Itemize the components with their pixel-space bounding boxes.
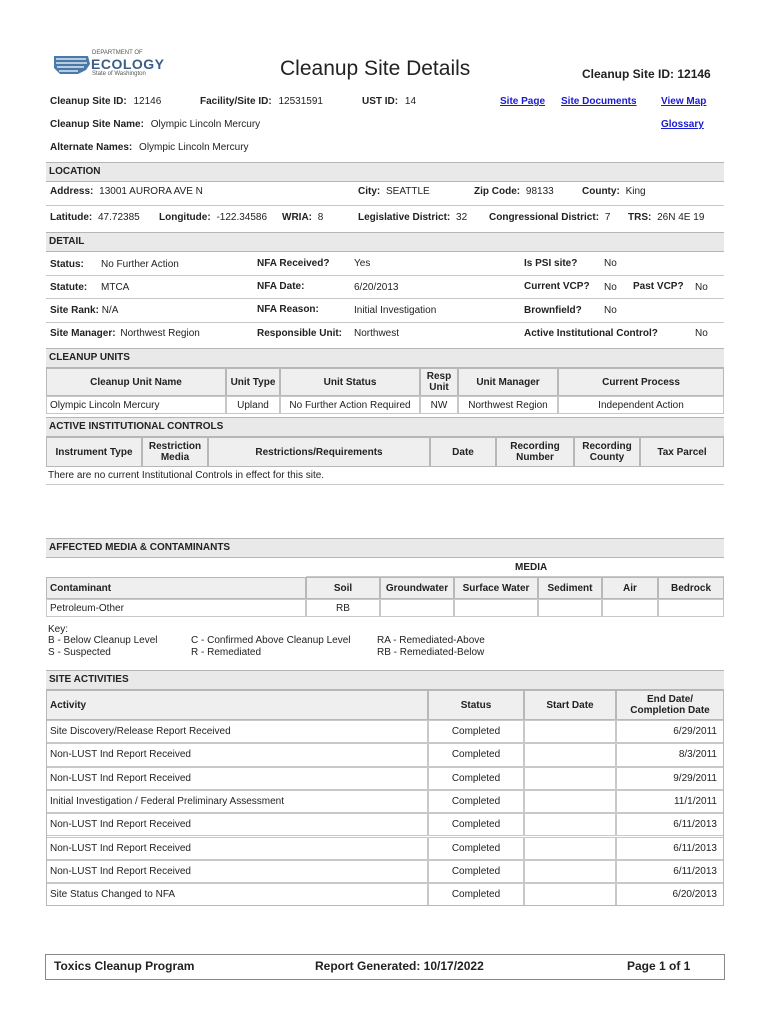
current-vcp-label: Current VCP? (524, 281, 590, 292)
media-section-header (46, 538, 724, 558)
activities-section-title: SITE ACTIVITIES (49, 674, 129, 685)
zip-label: Zip Code: (474, 186, 521, 197)
controls-section-header (46, 417, 724, 437)
logo-department: DEPARTMENT OF (92, 50, 143, 56)
footer-page: Page 1 of 1 (627, 959, 691, 973)
activity-cell-end-date: 6/11/2013 (616, 813, 724, 836)
site-name (50, 119, 260, 130)
congressional-label: Congressional District: (489, 212, 600, 223)
summary-row-1 (50, 96, 161, 107)
statute-label: Statute: (50, 282, 88, 293)
cleanup-site-id-label: Cleanup Site ID: (50, 96, 127, 107)
nfa-reason-label: NFA Reason: (257, 304, 319, 315)
site-rank (50, 305, 118, 316)
act-header-status: Status (428, 690, 524, 720)
activity-cell-activity: Non-LUST Ind Report Received (46, 767, 428, 790)
activity-cell-status: Completed (428, 743, 524, 766)
cu-cell-type: Upland (226, 396, 280, 414)
site-rank-value: N/A (101, 305, 119, 316)
logo-name: ECOLOGY (91, 56, 165, 72)
activity-cell-status: Completed (428, 837, 524, 860)
media-cell-air (602, 599, 658, 617)
logo-state: State of Washington (92, 71, 146, 77)
ic-header-recording-county: Recording County (574, 437, 640, 467)
media-cell-sediment (538, 599, 602, 617)
aic-value: No (695, 328, 708, 339)
activity-cell-activity: Site Status Changed to NFA (46, 883, 428, 906)
nfa-date-label: NFA Date: (257, 281, 305, 292)
longitude-label: Longitude: (159, 212, 211, 223)
nfa-date-value: 6/20/2013 (354, 282, 399, 293)
glossary-link[interactable]: Glossary (661, 119, 704, 130)
site-rank-label: Site Rank: (50, 305, 99, 316)
alternate-names (50, 142, 249, 153)
detail-section-header (46, 232, 724, 252)
status-label: Status: (50, 259, 84, 270)
legislative-district (358, 212, 467, 223)
zip-value: 98133 (525, 186, 554, 197)
nfa-received-label: NFA Received? (257, 258, 330, 269)
media-header-bedrock: Bedrock (658, 577, 724, 599)
past-vcp-value: No (695, 282, 708, 293)
media-header-air: Air (602, 577, 658, 599)
latitude (50, 212, 140, 223)
cleanup-site-id-value: 12146 (133, 96, 162, 107)
current-vcp-value: No (604, 282, 617, 293)
county-value: King (625, 186, 646, 197)
media-header-soil: Soil (306, 577, 380, 599)
media-header-contaminant: Contaminant (46, 577, 306, 599)
legislative-value: 32 (456, 212, 468, 223)
trs (628, 212, 704, 223)
view-map-link[interactable]: View Map (661, 96, 707, 107)
act-header-activity: Activity (46, 690, 428, 720)
congressional-value: 7 (604, 212, 611, 223)
latitude-label: Latitude: (50, 212, 93, 223)
facility-id-value: 12531591 (278, 96, 323, 107)
footer-program: Toxics Cleanup Program (54, 959, 195, 973)
ic-header-media: Restriction Media (142, 437, 208, 467)
site-manager (50, 328, 200, 339)
cu-cell-status: No Further Action Required (280, 396, 420, 414)
activity-cell-activity: Non-LUST Ind Report Received (46, 837, 428, 860)
ust-id-label: UST ID: (362, 96, 399, 107)
media-cell-groundwater (380, 599, 454, 617)
psi-value: No (604, 258, 617, 269)
ic-header-instrument: Instrument Type (46, 437, 142, 467)
header-site-id: Cleanup Site ID: 12146 (582, 67, 711, 81)
key-b: B - Below Cleanup Level (48, 635, 158, 646)
cu-cell-resp: NW (420, 396, 458, 414)
city-value: SEATTLE (386, 186, 430, 197)
activities-table-border (46, 690, 724, 906)
nfa-reason-value: Initial Investigation (354, 305, 437, 316)
county (582, 186, 646, 197)
media-header-surface-water: Surface Water (454, 577, 538, 599)
responsible-unit-label: Responsible Unit: (257, 328, 343, 339)
ust-id-value: 14 (404, 96, 417, 107)
media-cell-surface-water (454, 599, 538, 617)
cu-cell-manager: Northwest Region (458, 396, 558, 414)
activity-cell-status: Completed (428, 767, 524, 790)
ic-header-tax-parcel: Tax Parcel (640, 437, 724, 467)
psi-label: Is PSI site? (524, 258, 578, 269)
activity-cell-end-date: 8/3/2011 (616, 743, 724, 766)
media-cell-contaminant: Petroleum-Other (46, 599, 306, 617)
media-header-groundwater: Groundwater (380, 577, 454, 599)
activity-cell-status: Completed (428, 790, 524, 813)
media-cell-bedrock (658, 599, 724, 617)
activity-cell-status: Completed (428, 720, 524, 743)
activity-cell-activity: Non-LUST Ind Report Received (46, 813, 428, 836)
alternate-names-label: Alternate Names: (50, 142, 133, 153)
ic-header-restrictions: Restrictions/Requirements (208, 437, 430, 467)
key-ra: RA - Remediated-Above (377, 635, 485, 646)
longitude (159, 212, 267, 223)
page-title: Cleanup Site Details (280, 57, 471, 80)
ecology-logo-icon (52, 50, 92, 78)
address (50, 186, 203, 197)
activity-cell-status: Completed (428, 813, 524, 836)
activity-cell-activity: Initial Investigation / Federal Preliminary Assessment (46, 790, 428, 813)
cleanup-units-section-title: CLEANUP UNITS (49, 352, 130, 363)
cleanup-units-section-header (46, 348, 724, 368)
divider (46, 275, 724, 276)
key-title: Key: (48, 624, 69, 635)
activity-cell-end-date: 9/29/2011 (616, 767, 724, 790)
activity-cell-end-date: 6/20/2013 (616, 883, 724, 906)
statute-value: MTCA (101, 282, 130, 293)
facility-id-label: Facility/Site ID: (200, 96, 272, 107)
cu-header-status: Unit Status (280, 368, 420, 396)
city (358, 186, 430, 197)
footer-generated: Report Generated: 10/17/2022 (315, 959, 484, 973)
ust-id (362, 96, 416, 107)
county-label: County: (582, 186, 620, 197)
zip-code (474, 186, 554, 197)
congressional-district (489, 212, 610, 223)
media-header-sediment: Sediment (538, 577, 602, 599)
address-label: Address: (50, 186, 94, 197)
aic-label: Active Institutional Control? (524, 328, 658, 339)
brownfield-label: Brownfield? (524, 305, 582, 316)
trs-value: 26N 4E 19 (657, 212, 705, 223)
media-section-title: AFFECTED MEDIA & CONTAMINANTS (49, 542, 231, 553)
cu-header-name: Cleanup Unit Name (46, 368, 226, 396)
legislative-label: Legislative District: (358, 212, 451, 223)
status-value: No Further Action (101, 259, 179, 270)
act-header-start: Start Date (524, 690, 616, 720)
divider (46, 484, 724, 485)
activity-cell-activity: Site Discovery/Release Report Received (46, 720, 428, 743)
past-vcp-label: Past VCP? (633, 281, 684, 292)
site-page-link[interactable]: Site Page (500, 96, 546, 107)
location-section-header (46, 162, 724, 182)
cu-header-manager: Unit Manager (458, 368, 558, 396)
activity-cell-end-date: 11/1/2011 (616, 790, 724, 813)
wria-value: 8 (317, 212, 324, 223)
wria-label: WRIA: (282, 212, 312, 223)
cu-header-process: Current Process (558, 368, 724, 396)
brownfield-value: No (604, 305, 617, 316)
longitude-value: -122.34586 (216, 212, 268, 223)
activity-cell-end-date: 6/11/2013 (616, 860, 724, 883)
city-label: City: (358, 186, 381, 197)
latitude-value: 47.72385 (98, 212, 140, 223)
cu-cell-process: Independent Action (558, 396, 724, 414)
trs-label: TRS: (628, 212, 652, 223)
key-c: C - Confirmed Above Cleanup Level (191, 635, 351, 646)
activities-section-header (46, 670, 724, 690)
detail-section-title: DETAIL (49, 236, 85, 247)
cu-header-resp: Resp Unit (420, 368, 458, 396)
nfa-received-value: Yes (354, 258, 371, 269)
activity-cell-status: Completed (428, 883, 524, 906)
alternate-names-value: Olympic Lincoln Mercury (139, 142, 249, 153)
ic-header-recording-number: Recording Number (496, 437, 574, 467)
activity-cell-activity: Non-LUST Ind Report Received (46, 860, 428, 883)
address-value: 13001 AURORA AVE N (99, 186, 203, 197)
responsible-unit-value: Northwest (354, 328, 400, 339)
cu-cell-name: Olympic Lincoln Mercury (46, 396, 226, 414)
site-documents-link[interactable]: Site Documents (561, 96, 637, 107)
media-cell-soil: RB (306, 599, 380, 617)
controls-section-title: ACTIVE INSTITUTIONAL CONTROLS (49, 421, 224, 432)
cu-header-type: Unit Type (226, 368, 280, 396)
site-manager-value: Northwest Region (120, 328, 200, 339)
site-name-value: Olympic Lincoln Mercury (150, 119, 261, 130)
act-header-end: End Date/ Completion Date (616, 690, 724, 720)
facility-id (200, 96, 323, 107)
activity-cell-end-date: 6/11/2013 (616, 837, 724, 860)
site-name-label: Cleanup Site Name: (50, 119, 144, 130)
wria (282, 212, 323, 223)
media-group-header: MEDIA (515, 562, 548, 573)
key-rb: RB - Remediated-Below (377, 647, 485, 658)
key-s: S - Suspected (48, 647, 111, 658)
activity-cell-end-date: 6/29/2011 (616, 720, 724, 743)
site-manager-label: Site Manager: (50, 328, 116, 339)
divider (46, 205, 724, 206)
activity-cell-status: Completed (428, 860, 524, 883)
divider (46, 298, 724, 299)
location-section-title: LOCATION (49, 166, 101, 177)
ic-header-date: Date (430, 437, 496, 467)
ic-empty-message: There are no current Institutional Controls in effect for this site. (48, 470, 325, 481)
ecology-logo (52, 50, 165, 80)
divider (46, 322, 724, 323)
key-r: R - Remediated (191, 647, 262, 658)
activity-cell-activity: Non-LUST Ind Report Received (46, 743, 428, 766)
